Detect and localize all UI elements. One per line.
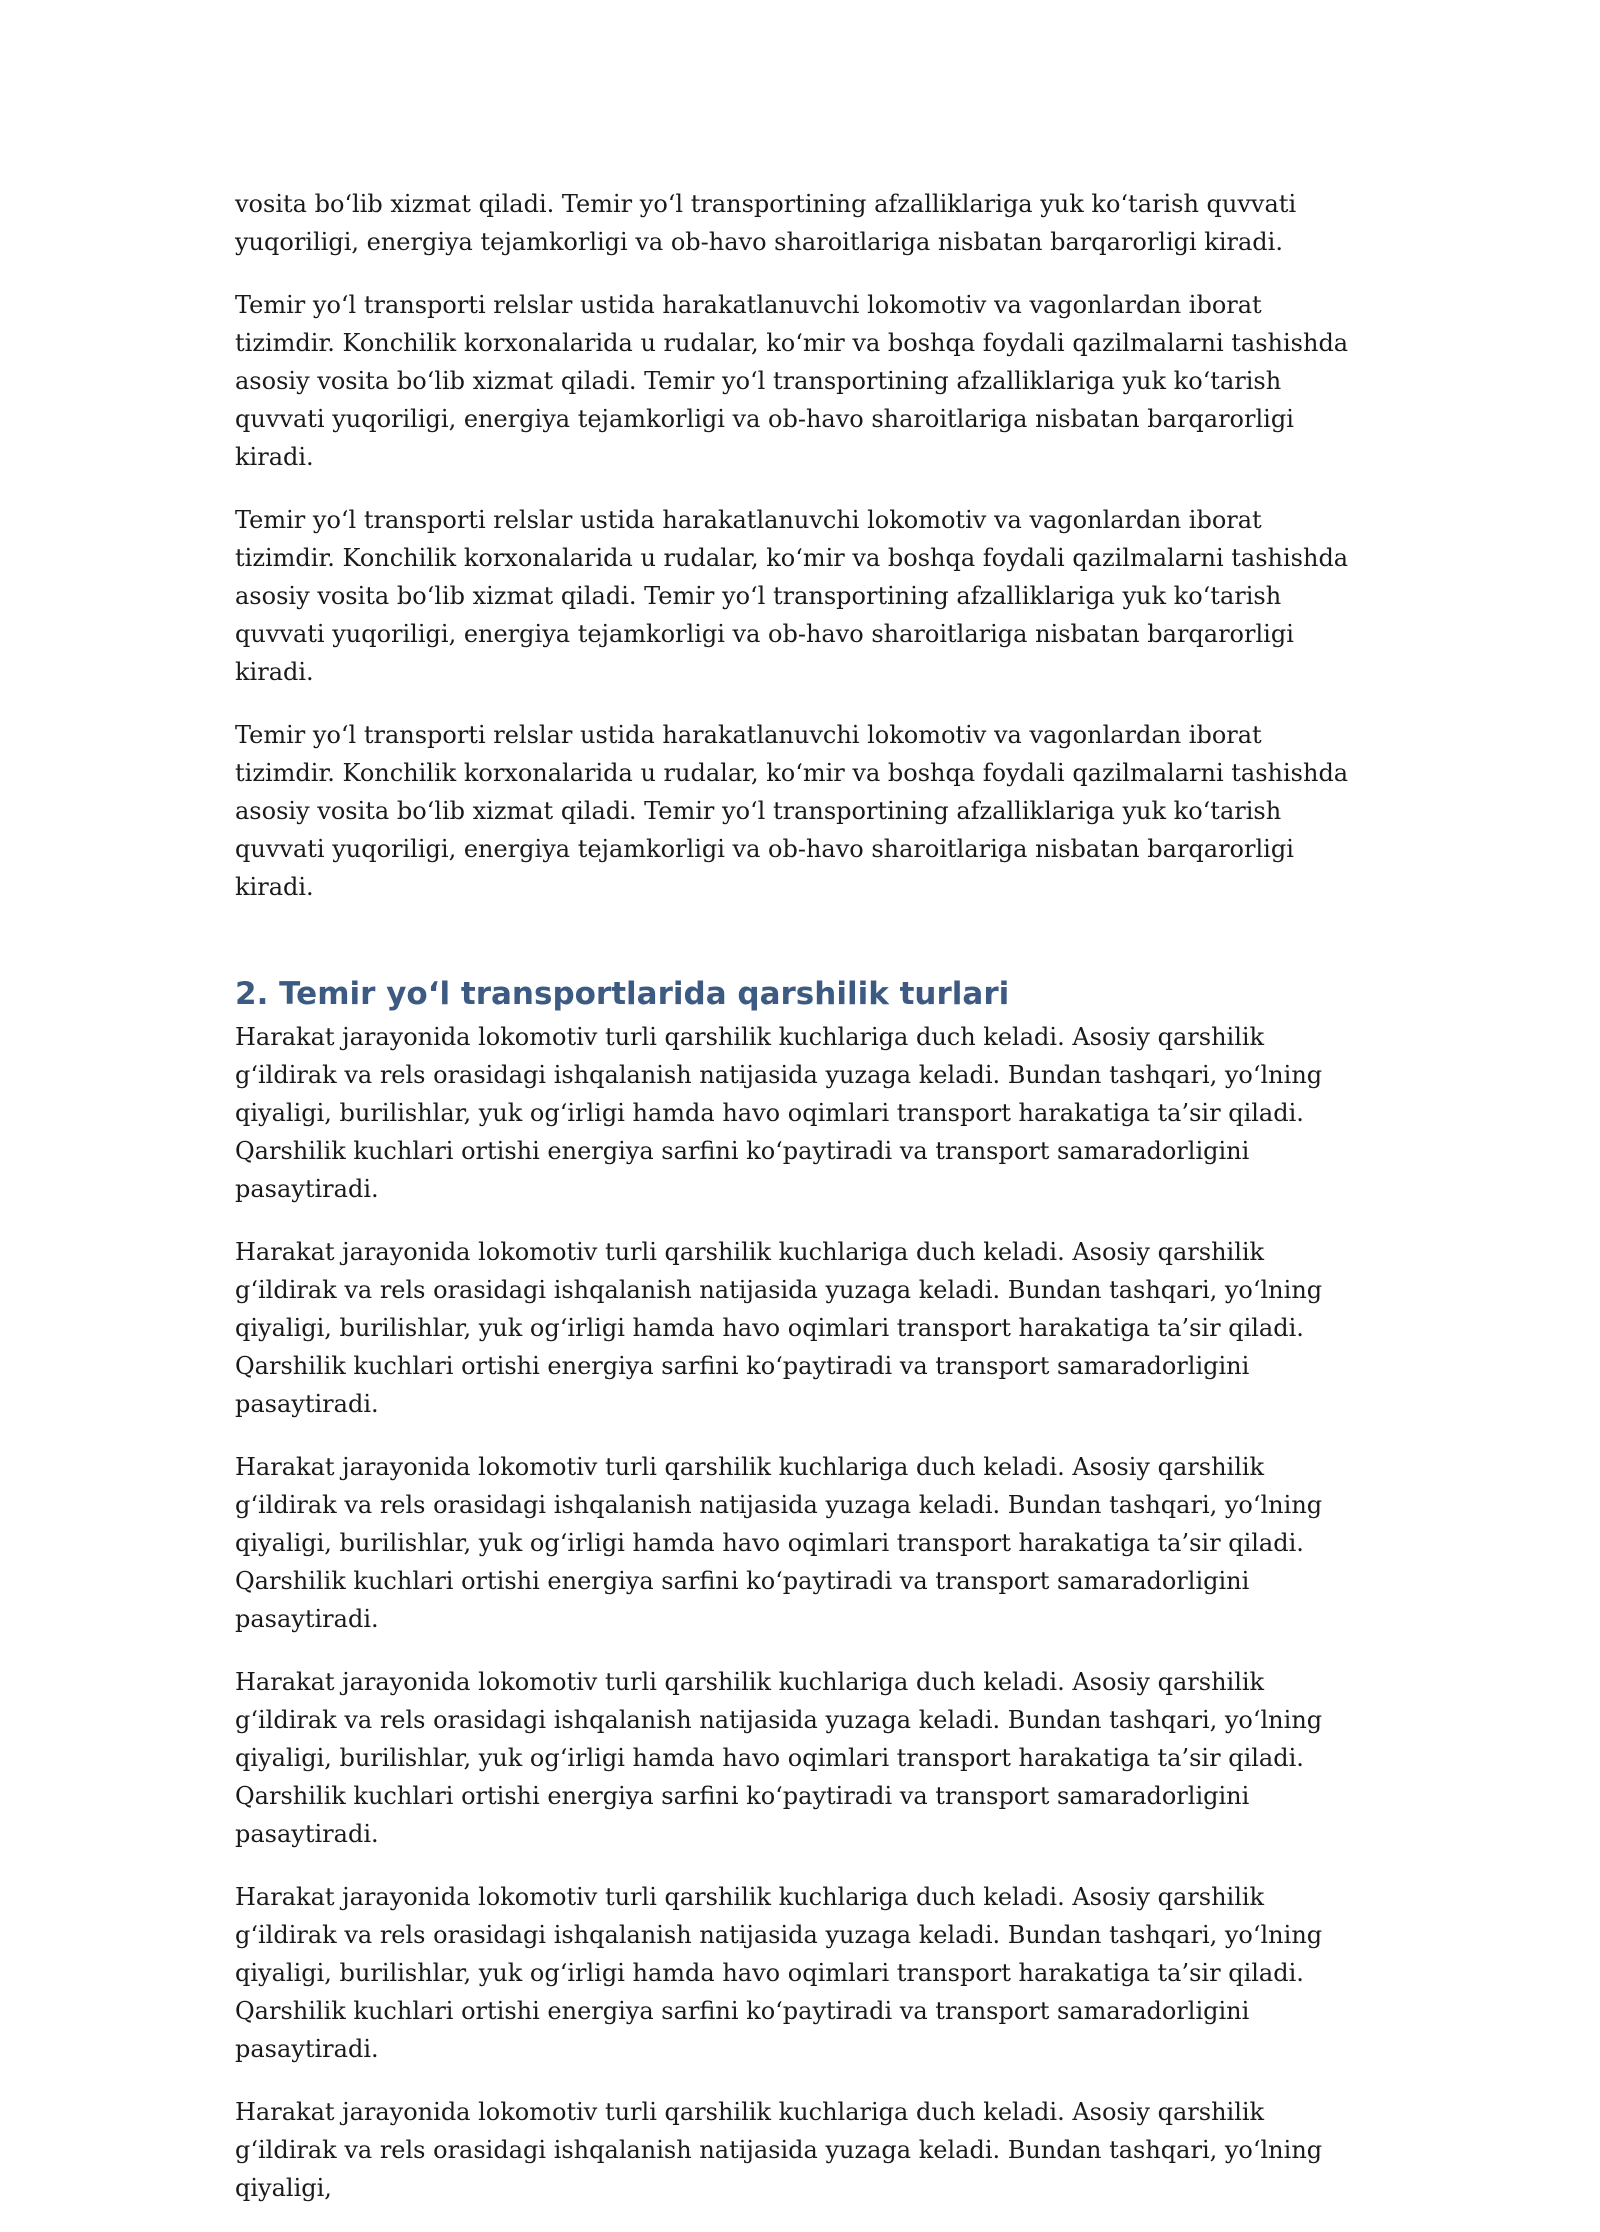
paragraph: Temir yo‘l transporti relslar ustida harakatlanuvchi lokomotiv va vagonlardan iborat tizimdir. Konchilik korxonalarida u rudalar, ko‘mir va boshqa foydali qazilmalarni tashishda asosiy vosita bo‘lib xizmat qiladi. Temir yo‘l transportining afzalliklariga yuk ko‘tarish quvvati yuqoriligi, energiya tejamkorligi va ob-havo sharoitlariga nisbatan barqarorligi kiradi. [235, 506, 1349, 686]
paragraph: Temir yo‘l transporti relslar ustida harakatlanuvchi lokomotiv va vagonlardan iborat tizimdir. Konchilik korxonalarida u rudalar, ko‘mir va boshqa foydali qazilmalarni tashishda asosiy vosita bo‘lib xizmat qiladi. Temir yo‘l transportining afzalliklariga yuk ko‘tarish quvvati yuqoriligi, energiya tejamkorligi va ob-havo sharoitlariga nisbatan barqarorligi kiradi. [235, 291, 1349, 471]
paragraph: Harakat jarayonida lokomotiv turli qarshilik kuchlariga duch keladi. Asosiy qarshilik g‘ildirak va rels orasidagi ishqalanish natijasida yuzaga keladi. Bundan tashqari, yo‘lning qiyaligi, [235, 2098, 1323, 2202]
document-page [235, 185, 1355, 2232]
paragraph: Harakat jarayonida lokomotiv turli qarshilik kuchlariga duch keladi. Asosiy qarshilik g‘ildirak va rels orasidagi ishqalanish natijasida yuzaga keladi. Bundan tashqari, yo‘lning qiyaligi, burilishlar, yuk og‘irligi hamda havo oqimlari transport harakatiga ta’sir qiladi. Qarshilik kuchlari ortishi energiya sarfini ko‘paytiradi va transport samaradorligini pasaytiradi. [235, 1238, 1323, 1418]
paragraph: Harakat jarayonida lokomotiv turli qarshilik kuchlariga duch keladi. Asosiy qarshilik g‘ildirak va rels orasidagi ishqalanish natijasida yuzaga keladi. Bundan tashqari, yo‘lning qiyaligi, burilishlar, yuk og‘irligi hamda havo oqimlari transport harakatiga ta’sir qiladi. Qarshilik kuchlari ortishi energiya sarfini ko‘paytiradi va transport samaradorligini pasaytiradi. [235, 1023, 1323, 1203]
paragraph: Harakat jarayonida lokomotiv turli qarshilik kuchlariga duch keladi. Asosiy qarshilik g‘ildirak va rels orasidagi ishqalanish natijasida yuzaga keladi. Bundan tashqari, yo‘lning qiyaligi, burilishlar, yuk og‘irligi hamda havo oqimlari transport harakatiga ta’sir qiladi. Qarshilik kuchlari ortishi energiya sarfini ko‘paytiradi va transport samaradorligini pasaytiradi. [235, 1668, 1323, 1848]
paragraph: Harakat jarayonida lokomotiv turli qarshilik kuchlariga duch keladi. Asosiy qarshilik g‘ildirak va rels orasidagi ishqalanish natijasida yuzaga keladi. Bundan tashqari, yo‘lning qiyaligi, burilishlar, yuk og‘irligi hamda havo oqimlari transport harakatiga ta’sir qiladi. Qarshilik kuchlari ortishi energiya sarfini ko‘paytiradi va transport samaradorligini pasaytiradi. [235, 1453, 1323, 1633]
paragraph: Harakat jarayonida lokomotiv turli qarshilik kuchlariga duch keladi. Asosiy qarshilik g‘ildirak va rels orasidagi ishqalanish natijasida yuzaga keladi. Bundan tashqari, yo‘lning qiyaligi, burilishlar, yuk og‘irligi hamda havo oqimlari transport harakatiga ta’sir qiladi. Qarshilik kuchlari ortishi energiya sarfini ko‘paytiradi va transport samaradorligini pasaytiradi. [235, 1883, 1323, 2063]
paragraph: Temir yo‘l transporti relslar ustida harakatlanuvchi lokomotiv va vagonlardan iborat tizimdir. Konchilik korxonalarida u rudalar, ko‘mir va boshqa foydali qazilmalarni tashishda asosiy vosita bo‘lib xizmat qiladi. Temir yo‘l transportining afzalliklariga yuk ko‘tarish quvvati yuqoriligi, energiya tejamkorligi va ob-havo sharoitlariga nisbatan barqarorligi kiradi. [235, 721, 1349, 901]
section-heading: 2. Temir yo‘l transportlarida qarshilik turlari [235, 976, 1010, 1012]
paragraph: vosita bo‘lib xizmat qiladi. Temir yo‘l transportining afzalliklariga yuk ko‘tarish quvvati yuqoriligi, energiya tejamkorligi va ob-havo sharoitlariga nisbatan barqarorligi kiradi. [235, 190, 1297, 256]
